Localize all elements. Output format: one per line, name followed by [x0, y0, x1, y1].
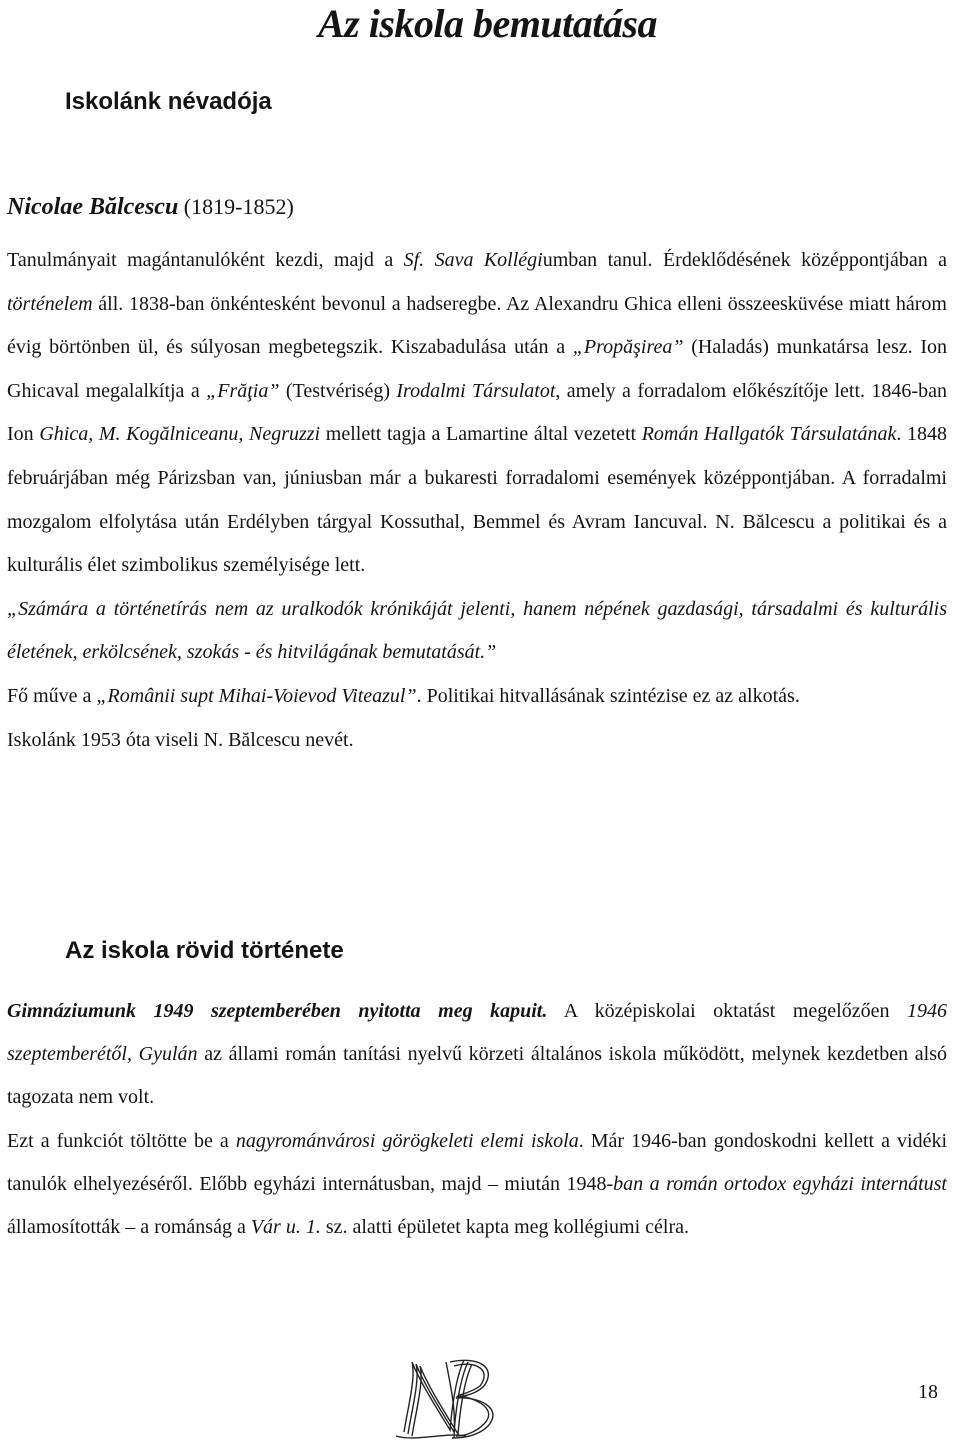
- italic-text: nagyrománvárosi görögkeleti elemi iskola: [235, 1129, 579, 1152]
- namesake-name: Nicolae Bălcescu: [7, 194, 179, 220]
- body-text: , amely a forradalom előkészítője lett. 1846-ban Ion: [7, 379, 947, 446]
- body-text: (Testvériség): [279, 379, 397, 402]
- body-text: Tanulmányait magántanulóként kezdi, majd a: [7, 249, 404, 271]
- italic-text: „Românii supt Mihai-Voievod Viteazul”: [96, 684, 417, 707]
- school-monogram-logo: [386, 1352, 510, 1442]
- italic-text: Sf. Sava Kollégi: [403, 249, 543, 271]
- body-text: . Már 1946-ban gondoskodni kellett a vidéki tanulók elhelyezéséről. Előbb egyházi internátusban, majd – miután 1948-: [7, 1129, 948, 1195]
- namesake-dates: (1819-1852): [183, 194, 294, 219]
- italic-text: Román Hallgatók Társulatának: [641, 423, 897, 446]
- body-text: államosították – a románság a: [7, 1216, 251, 1239]
- body-text: . Politikai hitvallásának szintézise ez az alkotás.: [416, 684, 800, 707]
- section-heading-history: Az iskola rövid története: [65, 937, 344, 964]
- page-title: Az iskola bemutatása: [318, 1, 657, 46]
- page-number: 18: [918, 1381, 938, 1403]
- body-text: A középiskolai oktatást megelőzően: [547, 1000, 907, 1022]
- bold-lead-text: Gimnáziumunk 1949 szeptemberében nyitotta meg kapuit.: [7, 1000, 548, 1022]
- body-text: sz. alatti épületet kapta meg kollégiumi célra.: [320, 1216, 690, 1239]
- italic-text: Irodalmi Társulatot: [396, 379, 556, 402]
- body-text: Ezt a funkciót töltötte be a: [7, 1129, 236, 1152]
- body-text: umban tanul. Érdeklődésének középpontjában a: [542, 249, 947, 271]
- biography-text: [7, 239, 947, 762]
- body-text: . 1848 februárjában még Párizsban van, júniusban már a bukaresti forradalomi események középpontjában. A forradalmi mozgalom elfolytása után Erdélyben tárgyal Kossuthal, Bemmel és Avram Iancuval. N. Bălcescu a politikai és a kulturális élet szimbolikus személyisége lett.: [7, 423, 947, 577]
- body-text: mellett tagja a Lamartine által vezetett: [320, 423, 642, 446]
- namesake-line: [7, 192, 294, 222]
- italic-text: ban a román ortodox egyházi internátust: [613, 1172, 947, 1195]
- italic-text: „Számára a történetírás nem az uralkodók krónikáját jelenti, hanem népének gazdasági, társadalmi és kulturális életének, erkölcsének, szokás - és hitvilágának bemutatását.”: [7, 597, 947, 664]
- italic-text: 1946 szeptemberétől, Gyulán: [7, 1000, 947, 1066]
- body-text: az állami román tanítási nyelvű körzeti általános iskola működött, melynek kezdetben alsó tagozata nem volt.: [7, 1043, 947, 1109]
- section-heading-namesake: Iskolánk névadója: [65, 88, 272, 115]
- body-text: áll. 1838-ban önkéntesként bevonul a hadseregbe. Az Alexandru Ghica elleni összeesküvése miatt három évig börtönben ül, és súlyosan megbetegszik. Kiszabadulása után a: [7, 292, 947, 359]
- body-text: Fő műve a: [7, 684, 97, 707]
- italic-text: történelem: [7, 292, 93, 315]
- italic-text: Vár u. 1.: [250, 1216, 321, 1239]
- history-text: [7, 990, 947, 1249]
- body-text: (Haladás) munkatársa lesz. Ion Ghicaval megalalkítja a: [7, 336, 947, 402]
- body-text: Iskolánk 1953 óta viseli N. Bălcescu nevét.: [7, 728, 354, 751]
- italic-text: „Frăţia”: [206, 379, 280, 402]
- italic-text: Ghica, M. Kogălniceanu, Negruzzi: [39, 423, 321, 446]
- italic-text: „Propăşirea”: [572, 336, 684, 359]
